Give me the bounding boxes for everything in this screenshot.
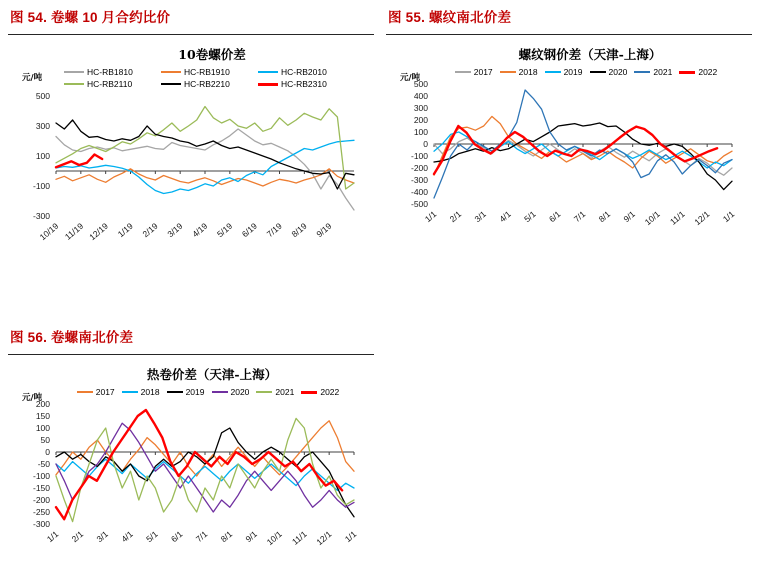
y-tick-label: -200 (410, 163, 428, 173)
y-tick-label: 300 (413, 103, 428, 113)
legend-line-swatch (258, 83, 278, 86)
legend-line-swatch (212, 391, 228, 393)
figure-56 (8, 326, 374, 556)
y-tick-label: -500 (410, 199, 428, 209)
legend-line-swatch (634, 71, 650, 73)
y-tick-label: -50 (37, 459, 50, 469)
x-tick-label: 8/1 (596, 208, 613, 225)
y-tick-label: -100 (410, 151, 428, 161)
x-tick-label: 10/19 (37, 220, 61, 243)
legend-label: HC-RB2110 (87, 79, 133, 89)
legend-label: 2019 (185, 387, 205, 397)
x-tick-label: 3/1 (94, 528, 110, 545)
legend-line-swatch (167, 391, 183, 393)
legend-line-swatch (301, 391, 317, 394)
y-tick-label: 500 (413, 79, 428, 89)
chart-legend (386, 66, 752, 78)
y-tick-label: -300 (32, 211, 50, 221)
legend-label: 2021 (275, 387, 295, 397)
chart-oct-contract-spread (8, 45, 374, 248)
series-line-2020 (434, 123, 732, 190)
x-tick-label: 12/1 (314, 528, 334, 548)
y-tick-label: 100 (35, 151, 50, 161)
chart-plot-canvas (8, 398, 368, 556)
legend-item (500, 66, 538, 78)
y-tick-label: -100 (32, 181, 50, 191)
legend-line-swatch (500, 71, 516, 73)
y-tick-label: -150 (32, 483, 50, 493)
legend-item (258, 66, 355, 78)
series-line-HC-RB2310 (56, 155, 102, 168)
x-tick-label: 11/1 (289, 528, 309, 547)
x-tick-label: 11/1 (667, 208, 687, 227)
x-tick-label: 1/1 (720, 208, 737, 225)
legend-item (161, 78, 258, 90)
legend-label: 2018 (518, 67, 538, 77)
x-tick-label: 8/19 (289, 220, 309, 240)
x-tick-label: 9/1 (243, 528, 259, 545)
legend-label: 2020 (230, 387, 250, 397)
legend-line-swatch (122, 391, 138, 393)
figure-55-title: 图 55. 螺纹南北价差 (388, 10, 512, 25)
figure-54 (8, 6, 374, 248)
legend-line-swatch (77, 391, 93, 393)
legend-item (590, 66, 628, 78)
y-tick-label: 0 (423, 139, 428, 149)
legend-line-swatch (258, 71, 278, 73)
x-tick-label: 10/1 (264, 528, 284, 548)
x-tick-label: 1/19 (115, 220, 135, 240)
legend-item (212, 386, 250, 398)
y-tick-label: 100 (35, 423, 50, 433)
y-tick-label: -100 (32, 471, 50, 481)
chart-title: 10卷螺价差 (178, 47, 246, 62)
x-tick-label: 1/1 (44, 528, 61, 545)
series-line-HC-RB1810 (56, 129, 354, 210)
legend-line-swatch (545, 71, 561, 73)
legend-item (301, 386, 339, 398)
x-tick-label: 7/1 (193, 528, 210, 545)
series-line-2020 (56, 423, 354, 512)
legend-line-swatch (455, 71, 471, 73)
legend-line-swatch (679, 71, 695, 74)
legend-label: HC-RB1810 (87, 67, 133, 77)
y-tick-label: 400 (413, 91, 428, 101)
legend-label: HC-RB2210 (184, 79, 230, 89)
series-line-2021 (56, 418, 354, 521)
y-tick-label: 500 (35, 91, 50, 101)
legend-label: 2017 (473, 67, 493, 77)
legend-label: 2019 (563, 67, 583, 77)
legend-line-swatch (161, 83, 181, 85)
y-tick-label: -400 (410, 187, 428, 197)
chart-hrc-north-south-spread (8, 365, 374, 556)
legend-label: HC-RB1910 (184, 67, 230, 77)
y-axis-unit-label: 元/吨 (22, 73, 43, 83)
x-tick-label: 9/19 (314, 220, 334, 240)
x-tick-label: 12/19 (87, 220, 110, 243)
x-tick-label: 3/1 (472, 208, 488, 225)
x-tick-label: 5/19 (215, 220, 235, 240)
x-tick-label: 2/1 (447, 208, 464, 225)
legend-item (64, 66, 161, 78)
y-axis-unit-label: 元/吨 (22, 393, 43, 403)
legend-label: 2021 (653, 67, 673, 77)
x-tick-label: 4/1 (497, 208, 513, 225)
y-tick-label: -250 (32, 507, 50, 517)
x-tick-label: 4/1 (119, 528, 135, 545)
y-tick-label: 150 (35, 411, 50, 421)
x-tick-label: 5/1 (522, 208, 538, 225)
x-tick-label: 3/19 (165, 220, 185, 240)
y-tick-label: 0 (45, 447, 50, 457)
chart-title: 热卷价差（天津-上海） (146, 367, 278, 382)
legend-item (455, 66, 493, 78)
figure-55 (386, 6, 752, 236)
legend-label: 2017 (95, 387, 115, 397)
x-tick-label: 1/1 (422, 208, 439, 225)
figure-56-divider (8, 354, 374, 355)
chart-plot-canvas (386, 78, 746, 236)
legend-label: HC-RB2010 (281, 67, 327, 77)
legend-label: 2020 (608, 67, 628, 77)
legend-item (77, 386, 115, 398)
y-tick-label: -200 (32, 495, 50, 505)
chart-plot-canvas (8, 90, 368, 248)
legend-item (167, 386, 205, 398)
legend-line-swatch (161, 71, 181, 73)
legend-item (256, 386, 294, 398)
y-tick-label: 100 (413, 127, 428, 137)
figure-56-title: 图 56. 卷螺南北价差 (10, 330, 134, 345)
x-tick-label: 10/1 (642, 208, 662, 228)
x-tick-label: 7/1 (571, 208, 588, 225)
x-tick-label: 11/19 (62, 220, 86, 242)
y-tick-label: -300 (410, 175, 428, 185)
x-tick-label: 6/1 (546, 208, 563, 225)
legend-label: 2022 (320, 387, 340, 397)
figure-54-title: 图 54. 卷螺 10 月合约比价 (10, 10, 171, 25)
chart-legend (8, 386, 374, 398)
legend-item (545, 66, 583, 78)
figure-55-divider (386, 34, 752, 35)
chart-legend (64, 66, 364, 90)
x-tick-label: 2/19 (140, 220, 160, 240)
chart-title: 螺纹钢价差（天津-上海） (518, 47, 662, 62)
legend-item (161, 66, 258, 78)
legend-line-swatch (64, 83, 84, 85)
y-tick-label: 300 (35, 121, 50, 131)
legend-item (122, 386, 160, 398)
x-tick-label: 9/1 (621, 208, 637, 225)
x-tick-label: 4/19 (190, 220, 210, 240)
legend-item (64, 78, 161, 90)
x-tick-label: 5/1 (144, 528, 160, 545)
legend-label: HC-RB2310 (281, 79, 327, 89)
legend-line-swatch (64, 71, 84, 73)
x-tick-label: 7/19 (264, 220, 284, 240)
legend-label: 2018 (140, 387, 160, 397)
x-tick-label: 1/1 (342, 528, 359, 545)
legend-label: 2022 (698, 67, 718, 77)
y-tick-label: 50 (40, 435, 50, 445)
legend-item (679, 66, 717, 78)
legend-line-swatch (256, 391, 272, 393)
y-axis-unit-label: 元/吨 (400, 73, 421, 83)
legend-item (258, 78, 355, 90)
legend-item (634, 66, 672, 78)
chart-rebar-north-south-spread (386, 45, 752, 236)
x-tick-label: 12/1 (692, 208, 712, 228)
y-tick-label: 200 (35, 399, 50, 409)
x-tick-label: 8/1 (218, 528, 235, 545)
figure-54-divider (8, 34, 374, 35)
legend-line-swatch (590, 71, 606, 73)
y-tick-label: 200 (413, 115, 428, 125)
y-tick-label: -300 (32, 519, 50, 529)
x-tick-label: 2/1 (69, 528, 86, 545)
x-tick-label: 6/19 (239, 220, 259, 240)
x-tick-label: 6/1 (168, 528, 185, 545)
